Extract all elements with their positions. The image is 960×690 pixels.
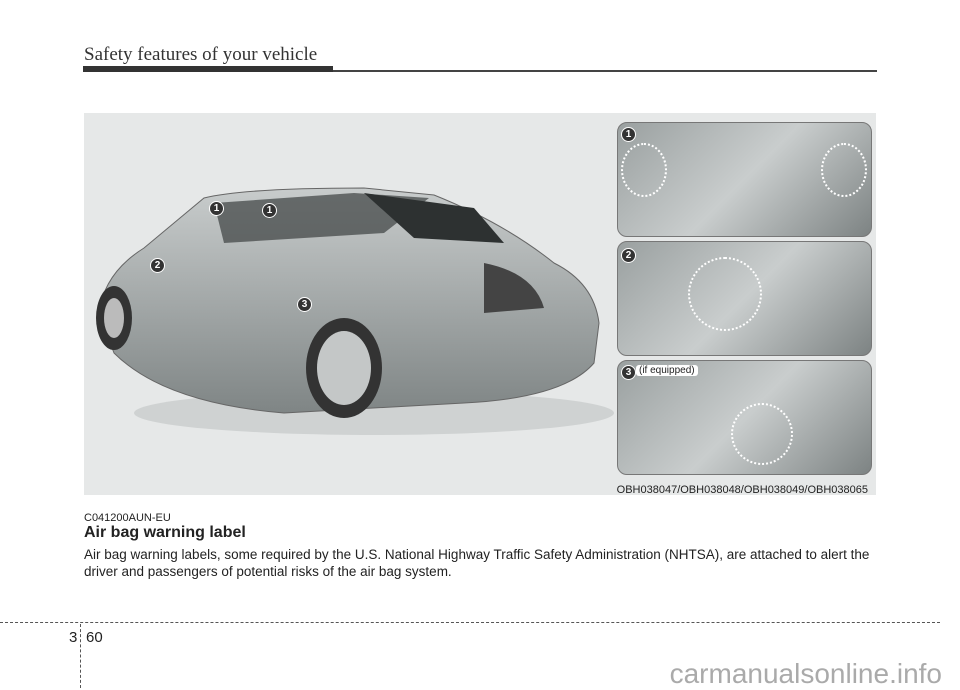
- inset-number: 1: [621, 127, 636, 142]
- page-number: 60: [86, 629, 103, 646]
- section-body: Air bag warning labels, some required by the U.S. National Highway Traffic Safety Administration (NHTSA), are attached to alert the driver and passengers of potential risks of the air bag system.: [84, 547, 870, 579]
- inset-seat-pillar: [617, 360, 872, 475]
- callout-1: 1: [209, 201, 224, 216]
- label-highlight: [731, 403, 793, 465]
- callout-3: 3: [297, 297, 312, 312]
- header-bar: [83, 66, 333, 72]
- label-highlight: [621, 143, 667, 197]
- page-header-title: Safety features of your vehicle: [84, 44, 318, 65]
- section-code: C041200AUN-EU: [84, 512, 171, 524]
- inset-headliner: [617, 122, 872, 237]
- if-equipped-note: (if equipped): [636, 365, 698, 376]
- section-title: Air bag warning label: [84, 524, 246, 541]
- label-highlight: [688, 257, 762, 331]
- car-illustration: [84, 113, 614, 495]
- label-highlight: [821, 143, 867, 197]
- inset-number: 3: [621, 365, 636, 380]
- callout-1: 1: [262, 203, 277, 218]
- inset-number: 2: [621, 248, 636, 263]
- figure-code: OBH038047/OBH038048/OBH038049/OBH038065: [616, 484, 868, 496]
- footer-divider: [80, 624, 81, 688]
- header-rule: [333, 70, 877, 72]
- airbag-label-figure: [84, 113, 876, 495]
- footer-rule: [0, 622, 940, 623]
- callout-2: 2: [150, 258, 165, 273]
- chapter-number: 3: [69, 629, 78, 646]
- inset-door-pillar: [617, 241, 872, 356]
- watermark: carmanualsonline.info: [669, 658, 942, 689]
